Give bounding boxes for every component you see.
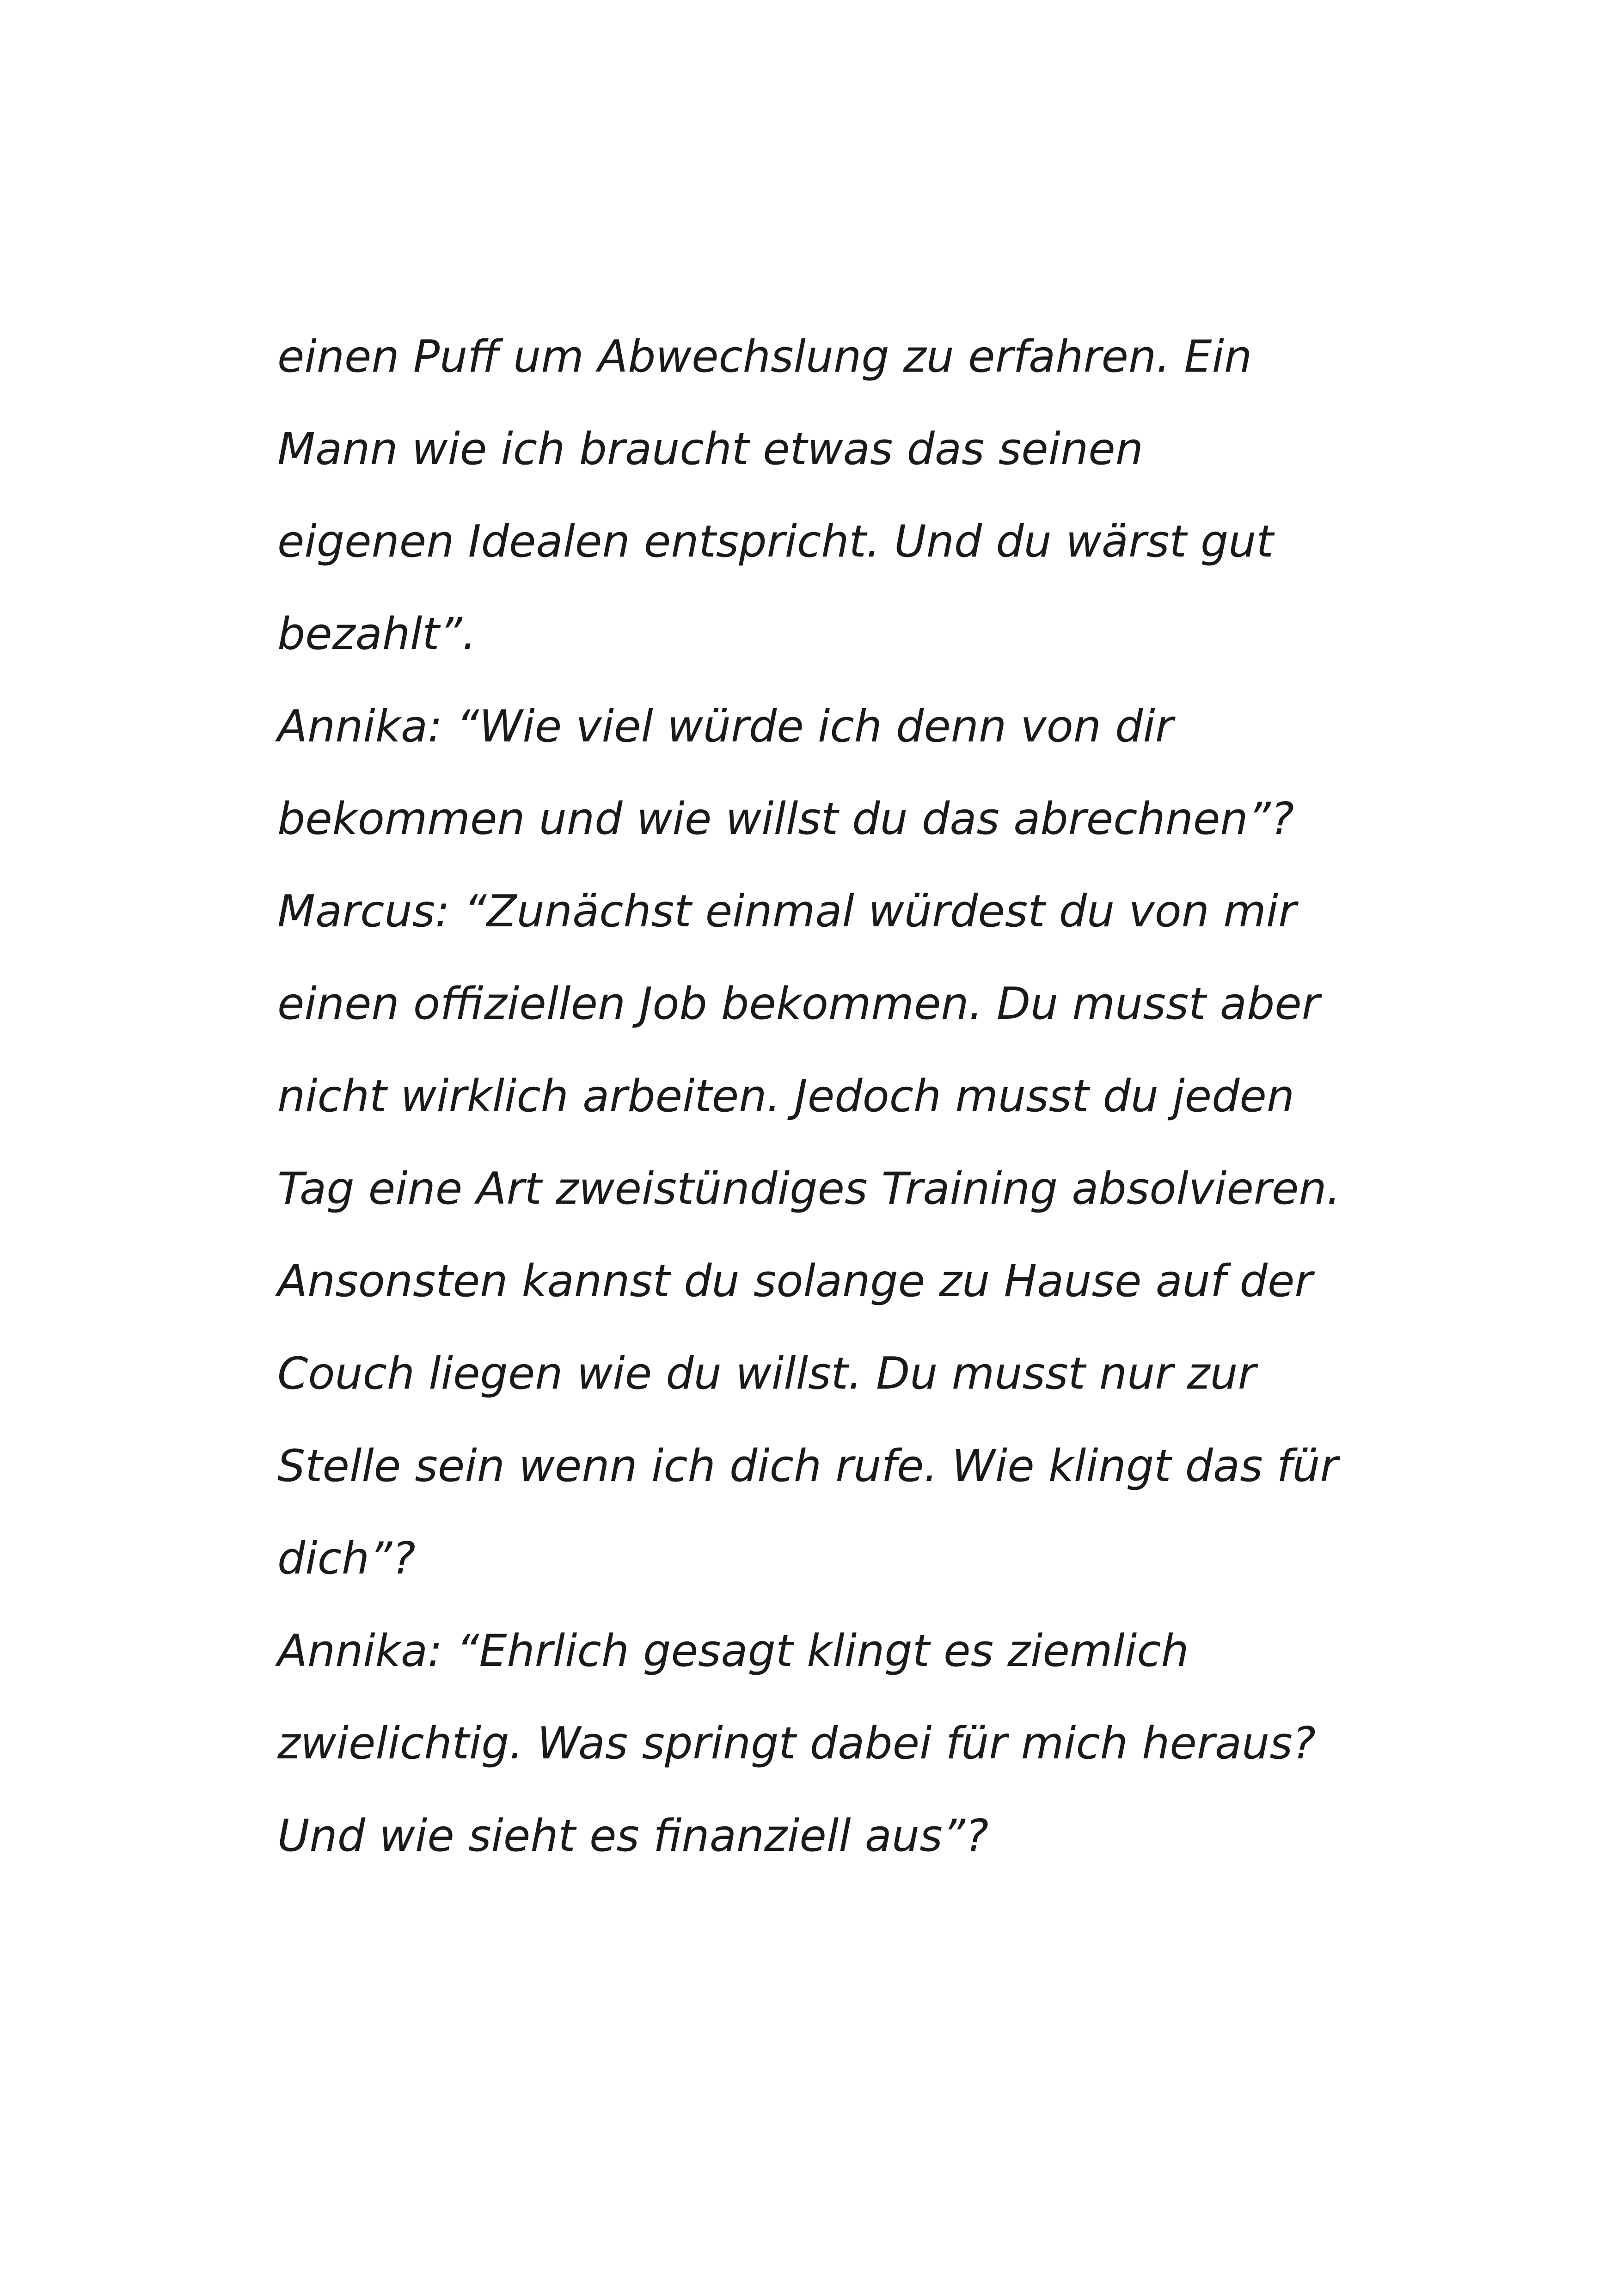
text-line: nicht wirklich arbeiten. Jedoch musst du jeden: [277, 1071, 1295, 1122]
text-line: Mann wie ich braucht etwas das seinen: [277, 424, 1143, 475]
text-line: Ansonsten kannst du solange zu Hause auf der: [277, 1256, 1313, 1307]
text-line: Annika: “Ehrlich gesagt klingt es ziemlich: [277, 1626, 1189, 1677]
text-line: Stelle sein wenn ich dich rufe. Wie klingt das für: [277, 1441, 1338, 1492]
text-line: Couch liegen wie du willst. Du musst nur zur: [277, 1348, 1256, 1399]
body-text: [277, 311, 1387, 1882]
text-line: Und wie sieht es finanziell aus”?: [277, 1811, 989, 1861]
text-line: Marcus: “Zunächst einmal würdest du von mir: [277, 886, 1297, 937]
text-line: Tag eine Art zweistündiges Training absolvieren.: [277, 1163, 1341, 1214]
text-line: eigenen Idealen entspricht. Und du wärst gut: [277, 516, 1274, 567]
text-line: Annika: “Wie viel würde ich denn von dir: [277, 701, 1173, 752]
text-line: bekommen und wie willst du das abrechnen”?: [277, 794, 1294, 845]
text-line: einen Puff um Abwechslung zu erfahren. Ein: [277, 331, 1252, 382]
text-line: einen offiziellen Job bekommen. Du musst aber: [277, 979, 1320, 1029]
text-line: bezahlt”.: [277, 609, 477, 660]
text-line: dich”?: [277, 1533, 416, 1584]
text-line: zwielichtig. Was springt dabei für mich heraus?: [277, 1718, 1316, 1769]
